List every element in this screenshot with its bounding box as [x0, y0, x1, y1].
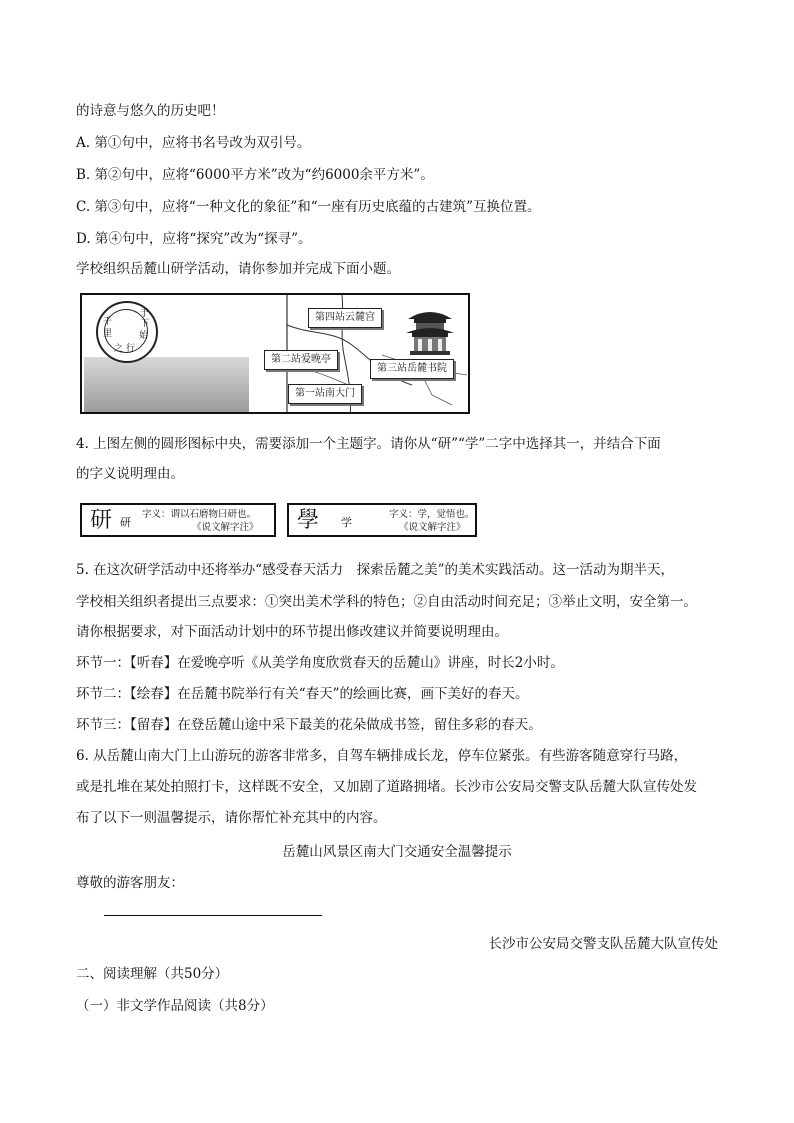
- pavilion-icon: [400, 301, 460, 361]
- activity-intro: 学校组织岳麓山研学活动，请你参加并完成下面小题。: [76, 261, 400, 277]
- question-6-line-3: 布了以下一则温馨提示，请你帮忙补充其中的内容。: [76, 810, 387, 826]
- question-4-line-2: 的字义说明理由。: [76, 466, 184, 482]
- definition-source: 《说文解字注》: [399, 522, 466, 533]
- seal-char: 里: [103, 329, 113, 339]
- question-5-line-2: 学校相关组织者提出三点要求：①突出美术学科的特色；②自由活动时间充足；③举止文明，安全第一。: [76, 594, 697, 610]
- seal-char: 始: [139, 331, 149, 341]
- definition-text: 字义：谓以石磨物曰研也。: [142, 509, 257, 520]
- definition-text: 字义：学，觉悟也。: [389, 509, 475, 520]
- question-4-line-1: 4. 上图左侧的圆形图标中央，需要添加一个主题字。请你从“研”“学”二字中选择其一，并结合下面: [76, 436, 661, 452]
- station-3-label: 第三站岳麓书院: [370, 359, 454, 379]
- definition-source: 《说文解字注》: [192, 522, 259, 533]
- station-4-label: 第四站云麓宫: [308, 308, 382, 328]
- notice-title: 岳麓山风景区南大门交通安全温馨提示: [282, 844, 512, 860]
- question-6-line-1: 6. 从岳麓山南大门上山游玩的游客非常多，自驾车辆排成长龙，停车位紧张。有些游客随意穿行马路，: [76, 748, 688, 764]
- text-line: 的诗意与悠久的历史吧！: [76, 103, 225, 119]
- route-map-figure: [80, 293, 470, 414]
- question-5-line-3: 请你根据要求，对下面活动计划中的环节提出修改建议并简要说明理由。: [76, 624, 508, 640]
- question-6-line-2: 或是扎堆在某处拍照打卡，这样既不安全，又加剧了道路拥堵。长沙市公安局交警支队岳麓大队宣传处发: [76, 779, 697, 795]
- option-c: C. 第③句中，应将“一种文化的象征”和“一座有历史底蕴的古建筑”互换位置。: [76, 199, 541, 215]
- character-xue: 学: [341, 516, 352, 529]
- segment-2: 环节二：【绘春】在岳麓书院举行有关“春天”的绘画比赛，画下美好的春天。: [76, 686, 529, 702]
- segment-1: 环节一：【听春】在爱晚亭听《从美学角度欣赏春天的岳麓山》讲座，时长2小时。: [76, 655, 564, 671]
- subsection-heading: （一）非文学作品阅读（共8分）: [76, 998, 274, 1014]
- definition-box-xue: [287, 503, 477, 537]
- seal-char: 于: [140, 309, 150, 319]
- seal-char: 下: [140, 319, 150, 329]
- section-heading: 二、阅读理解（共50分）: [76, 966, 229, 982]
- option-b: B. 第②句中，应将“6000平方米”改为“约6000余平方米”。: [76, 167, 434, 183]
- question-5-line-1: 5. 在这次研学活动中还将举办“感受春天活力 探索岳麓之美”的美术实践活动。这一活动为期半天，: [76, 562, 674, 578]
- segment-3: 环节三：【留春】在登岳麓山途中采下最美的花朵做成书签，留住多彩的春天。: [76, 717, 542, 733]
- character-yan: 研: [120, 516, 131, 529]
- notice-signature: 长沙市公安局交警支队岳麓大队宣传处: [488, 936, 718, 952]
- option-a: A. 第①句中，应将书名号改为双引号。: [76, 135, 311, 151]
- notice-greeting: 尊敬的游客朋友：: [76, 875, 184, 891]
- seal-script-xue: 學: [297, 508, 320, 533]
- seal-script-yan: 研: [90, 508, 113, 533]
- seal-char: 千: [103, 317, 113, 327]
- option-d: D. 第④句中，应将“探究”改为“探寻”。: [76, 231, 312, 247]
- definition-box-yan: [80, 503, 276, 537]
- station-2-label: 第二站爱晚亭: [264, 350, 338, 370]
- answer-blank-line[interactable]: [104, 915, 322, 916]
- seal-char: 之: [114, 344, 124, 354]
- station-1-label: 第一站南大门: [288, 384, 362, 404]
- seal-char: 行: [126, 344, 136, 354]
